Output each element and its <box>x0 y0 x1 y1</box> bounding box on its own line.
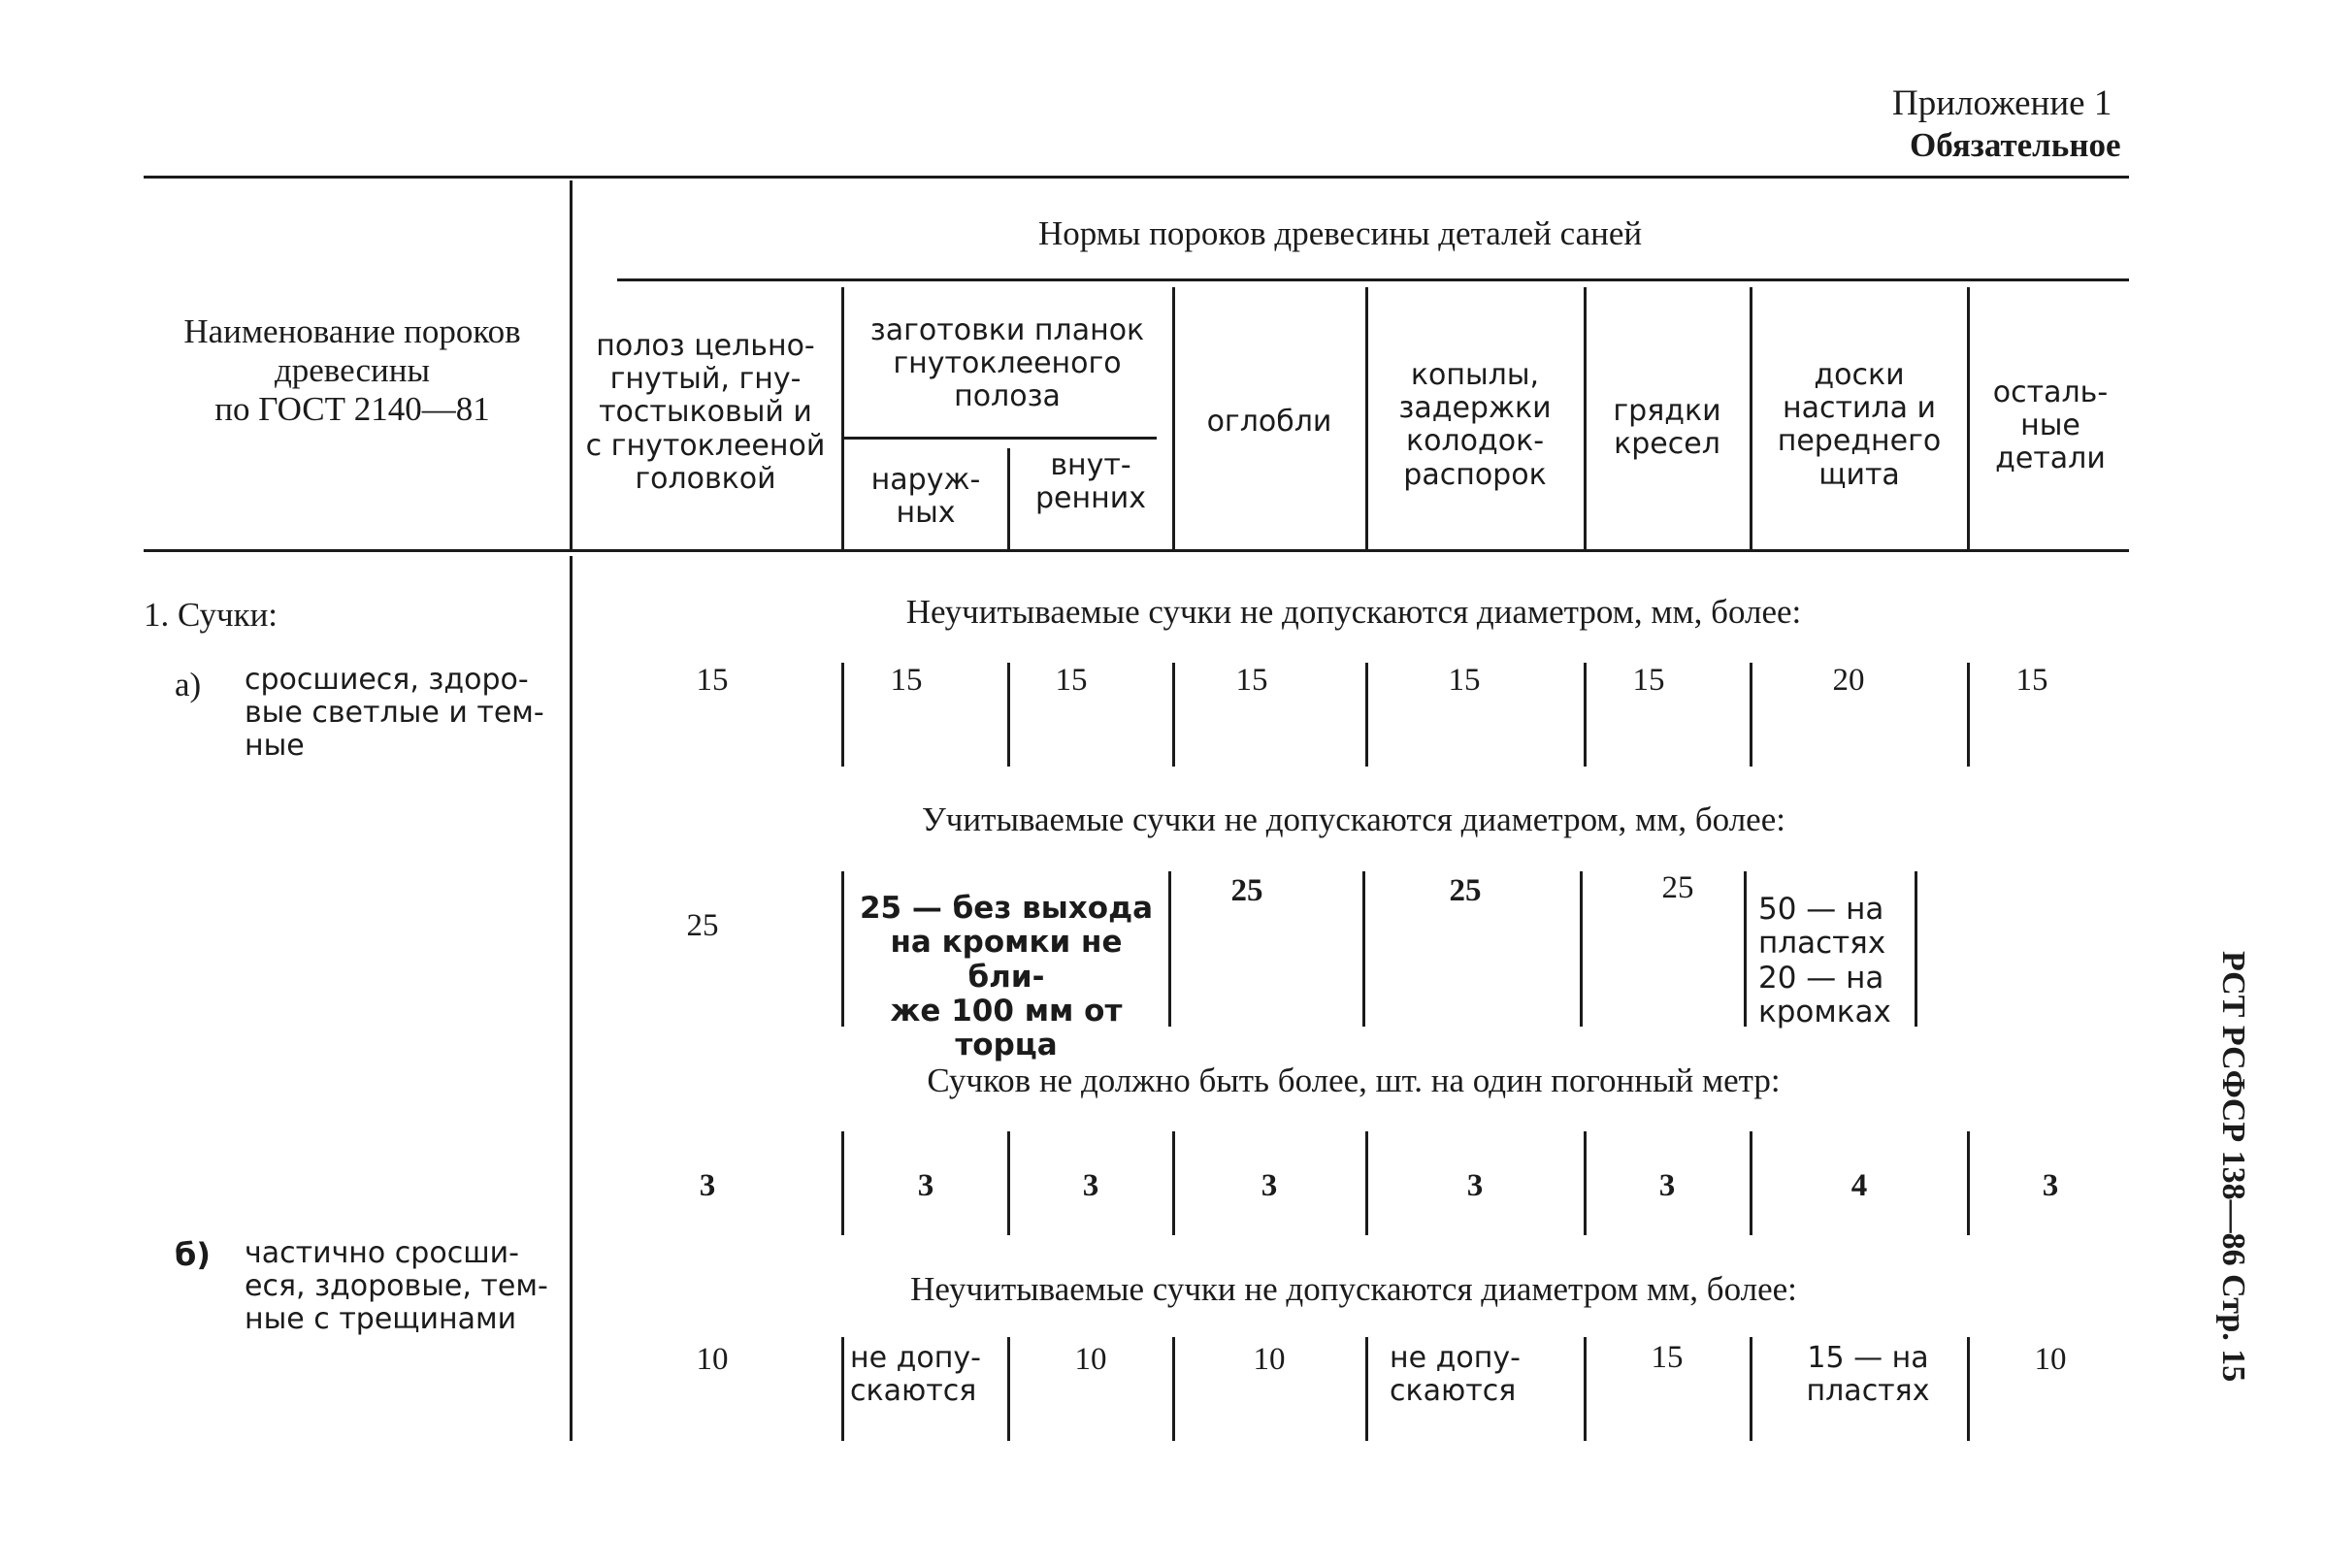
value-kopyly: не допу- скаются <box>1390 1341 1521 1409</box>
value-outer: 15 <box>890 663 923 698</box>
row-a-label: а) <box>175 666 202 703</box>
value-ridges: 15 <box>1632 663 1665 698</box>
col-header-outer: наруж- ных <box>870 463 981 531</box>
norms-rule <box>617 278 2129 281</box>
value-boards: 20 <box>1832 663 1865 698</box>
header-divider <box>570 180 573 549</box>
header-col-divider <box>1007 448 1010 549</box>
value-kopyly: 3 <box>1466 1168 1484 1203</box>
cell-divider <box>841 1131 844 1235</box>
cell-divider <box>1168 871 1171 1027</box>
cell-divider <box>1365 1131 1368 1235</box>
knots-title: 1. Сучки: <box>144 596 278 634</box>
header-col-divider <box>1967 287 1970 549</box>
value-runner: 25 <box>686 908 719 943</box>
value-shafts: 15 <box>1235 663 1268 698</box>
cell-divider <box>1172 1337 1175 1441</box>
cell-divider <box>1365 1337 1368 1441</box>
col-header-runner: полоз цельно- гнутый, гну- тостыковый и с гнутоклееной головкой <box>585 329 826 496</box>
header-col-divider <box>1750 287 1752 549</box>
value-blanks: 25 — без выхода на кромки не бли- же 100 мм от торца <box>859 891 1154 1063</box>
row-b-label: б) <box>175 1236 211 1273</box>
cell-divider <box>1362 871 1365 1027</box>
value-runner: 15 <box>696 663 729 698</box>
value-shafts: 10 <box>1253 1342 1286 1377</box>
header-col-divider <box>1365 287 1368 549</box>
cell-divider <box>1967 1131 1970 1235</box>
note-knot-count: Сучков не должно быть более, шт. на один погонный метр: <box>927 1062 1781 1099</box>
cell-divider <box>1007 1337 1010 1441</box>
value-other: 3 <box>2042 1168 2059 1203</box>
cell-divider <box>1007 1131 1010 1235</box>
cell-divider <box>1584 663 1587 767</box>
cell-divider <box>1915 871 1917 1027</box>
table-top-rule <box>144 176 2129 179</box>
value-shafts: 25 <box>1230 873 1263 908</box>
header-bottom-rule <box>144 549 2129 552</box>
value-ridges: 25 <box>1661 870 1694 905</box>
value-kopyly: 25 <box>1449 873 1482 908</box>
col-header-boards: доски настила и переднего щита <box>1777 358 1942 492</box>
value-ridges: 15 <box>1651 1340 1684 1375</box>
note-counted-knots: Учитываемые сучки не допускаются диаметром, мм, более: <box>922 800 1785 838</box>
appendix-status: Обязательное <box>1910 126 2121 164</box>
row-b-text: частично сросши- еся, здоровые, тем- ные с трещинами <box>245 1236 548 1337</box>
appendix-label: Приложение 1 <box>1892 83 2112 123</box>
col-header-other: осталь- ные детали <box>1992 376 2109 476</box>
header-col-divider <box>1584 287 1587 549</box>
header-col-divider <box>841 287 844 549</box>
side-caption: РСТ РСФСР 138—86 Стр. 15 <box>2215 951 2251 1383</box>
value-other: 15 <box>2015 663 2048 698</box>
col-header-inner: внут- ренних <box>1035 448 1146 516</box>
col-header-kopyly: копылы, задержки колодок- распорок <box>1398 358 1552 492</box>
value-outer: не допу- скаются <box>850 1341 981 1409</box>
cell-divider <box>1007 663 1010 767</box>
col-header-blanks: заготовки планок гнутоклееного полоза <box>869 313 1145 414</box>
value-boards: 4 <box>1850 1168 1868 1203</box>
cell-divider <box>1584 1337 1587 1441</box>
col-header-shafts: оглобли <box>1206 405 1332 439</box>
value-ridges: 3 <box>1658 1168 1676 1203</box>
value-other: 10 <box>2034 1342 2067 1377</box>
value-boards: 15 — на пластях <box>1806 1341 1930 1409</box>
value-outer: 3 <box>917 1168 934 1203</box>
defect-name-header: Наименование пороков древесины по ГОСТ 2140—81 <box>183 312 521 428</box>
value-boards: 50 — на пластях 20 — на кромках <box>1758 892 1891 1029</box>
value-inner: 15 <box>1055 663 1088 698</box>
value-inner: 10 <box>1074 1342 1107 1377</box>
blanks-rule <box>842 437 1157 440</box>
header-col-divider <box>1172 287 1175 549</box>
value-runner: 10 <box>696 1342 729 1377</box>
value-inner: 3 <box>1082 1168 1099 1203</box>
norms-title: Нормы пороков древесины деталей саней <box>1038 214 1643 252</box>
value-kopyly: 15 <box>1448 663 1481 698</box>
value-shafts: 3 <box>1261 1168 1278 1203</box>
cell-divider <box>1967 1337 1970 1441</box>
cell-divider <box>1750 1337 1752 1441</box>
row-a-text: сросшиеся, здоро- вые светлые и тем- ные <box>245 663 544 764</box>
cell-divider <box>841 871 844 1027</box>
cell-divider <box>1750 1131 1752 1235</box>
value-runner: 3 <box>699 1168 716 1203</box>
note-uncounted-knots: Неучитываемые сучки не допускаются диаметром, мм, более: <box>905 593 1802 631</box>
cell-divider <box>1365 663 1368 767</box>
cell-divider <box>1750 663 1752 767</box>
col-header-ridges: грядки кресел <box>1613 394 1721 462</box>
cell-divider <box>1580 871 1583 1027</box>
body-divider <box>570 556 573 1441</box>
cell-divider <box>1584 1131 1587 1235</box>
cell-divider <box>1967 663 1970 767</box>
cell-divider <box>1172 663 1175 767</box>
cell-divider <box>1172 1131 1175 1235</box>
note-uncounted-knots-b: Неучитываемые сучки не допускаются диаметром мм, более: <box>910 1270 1797 1308</box>
